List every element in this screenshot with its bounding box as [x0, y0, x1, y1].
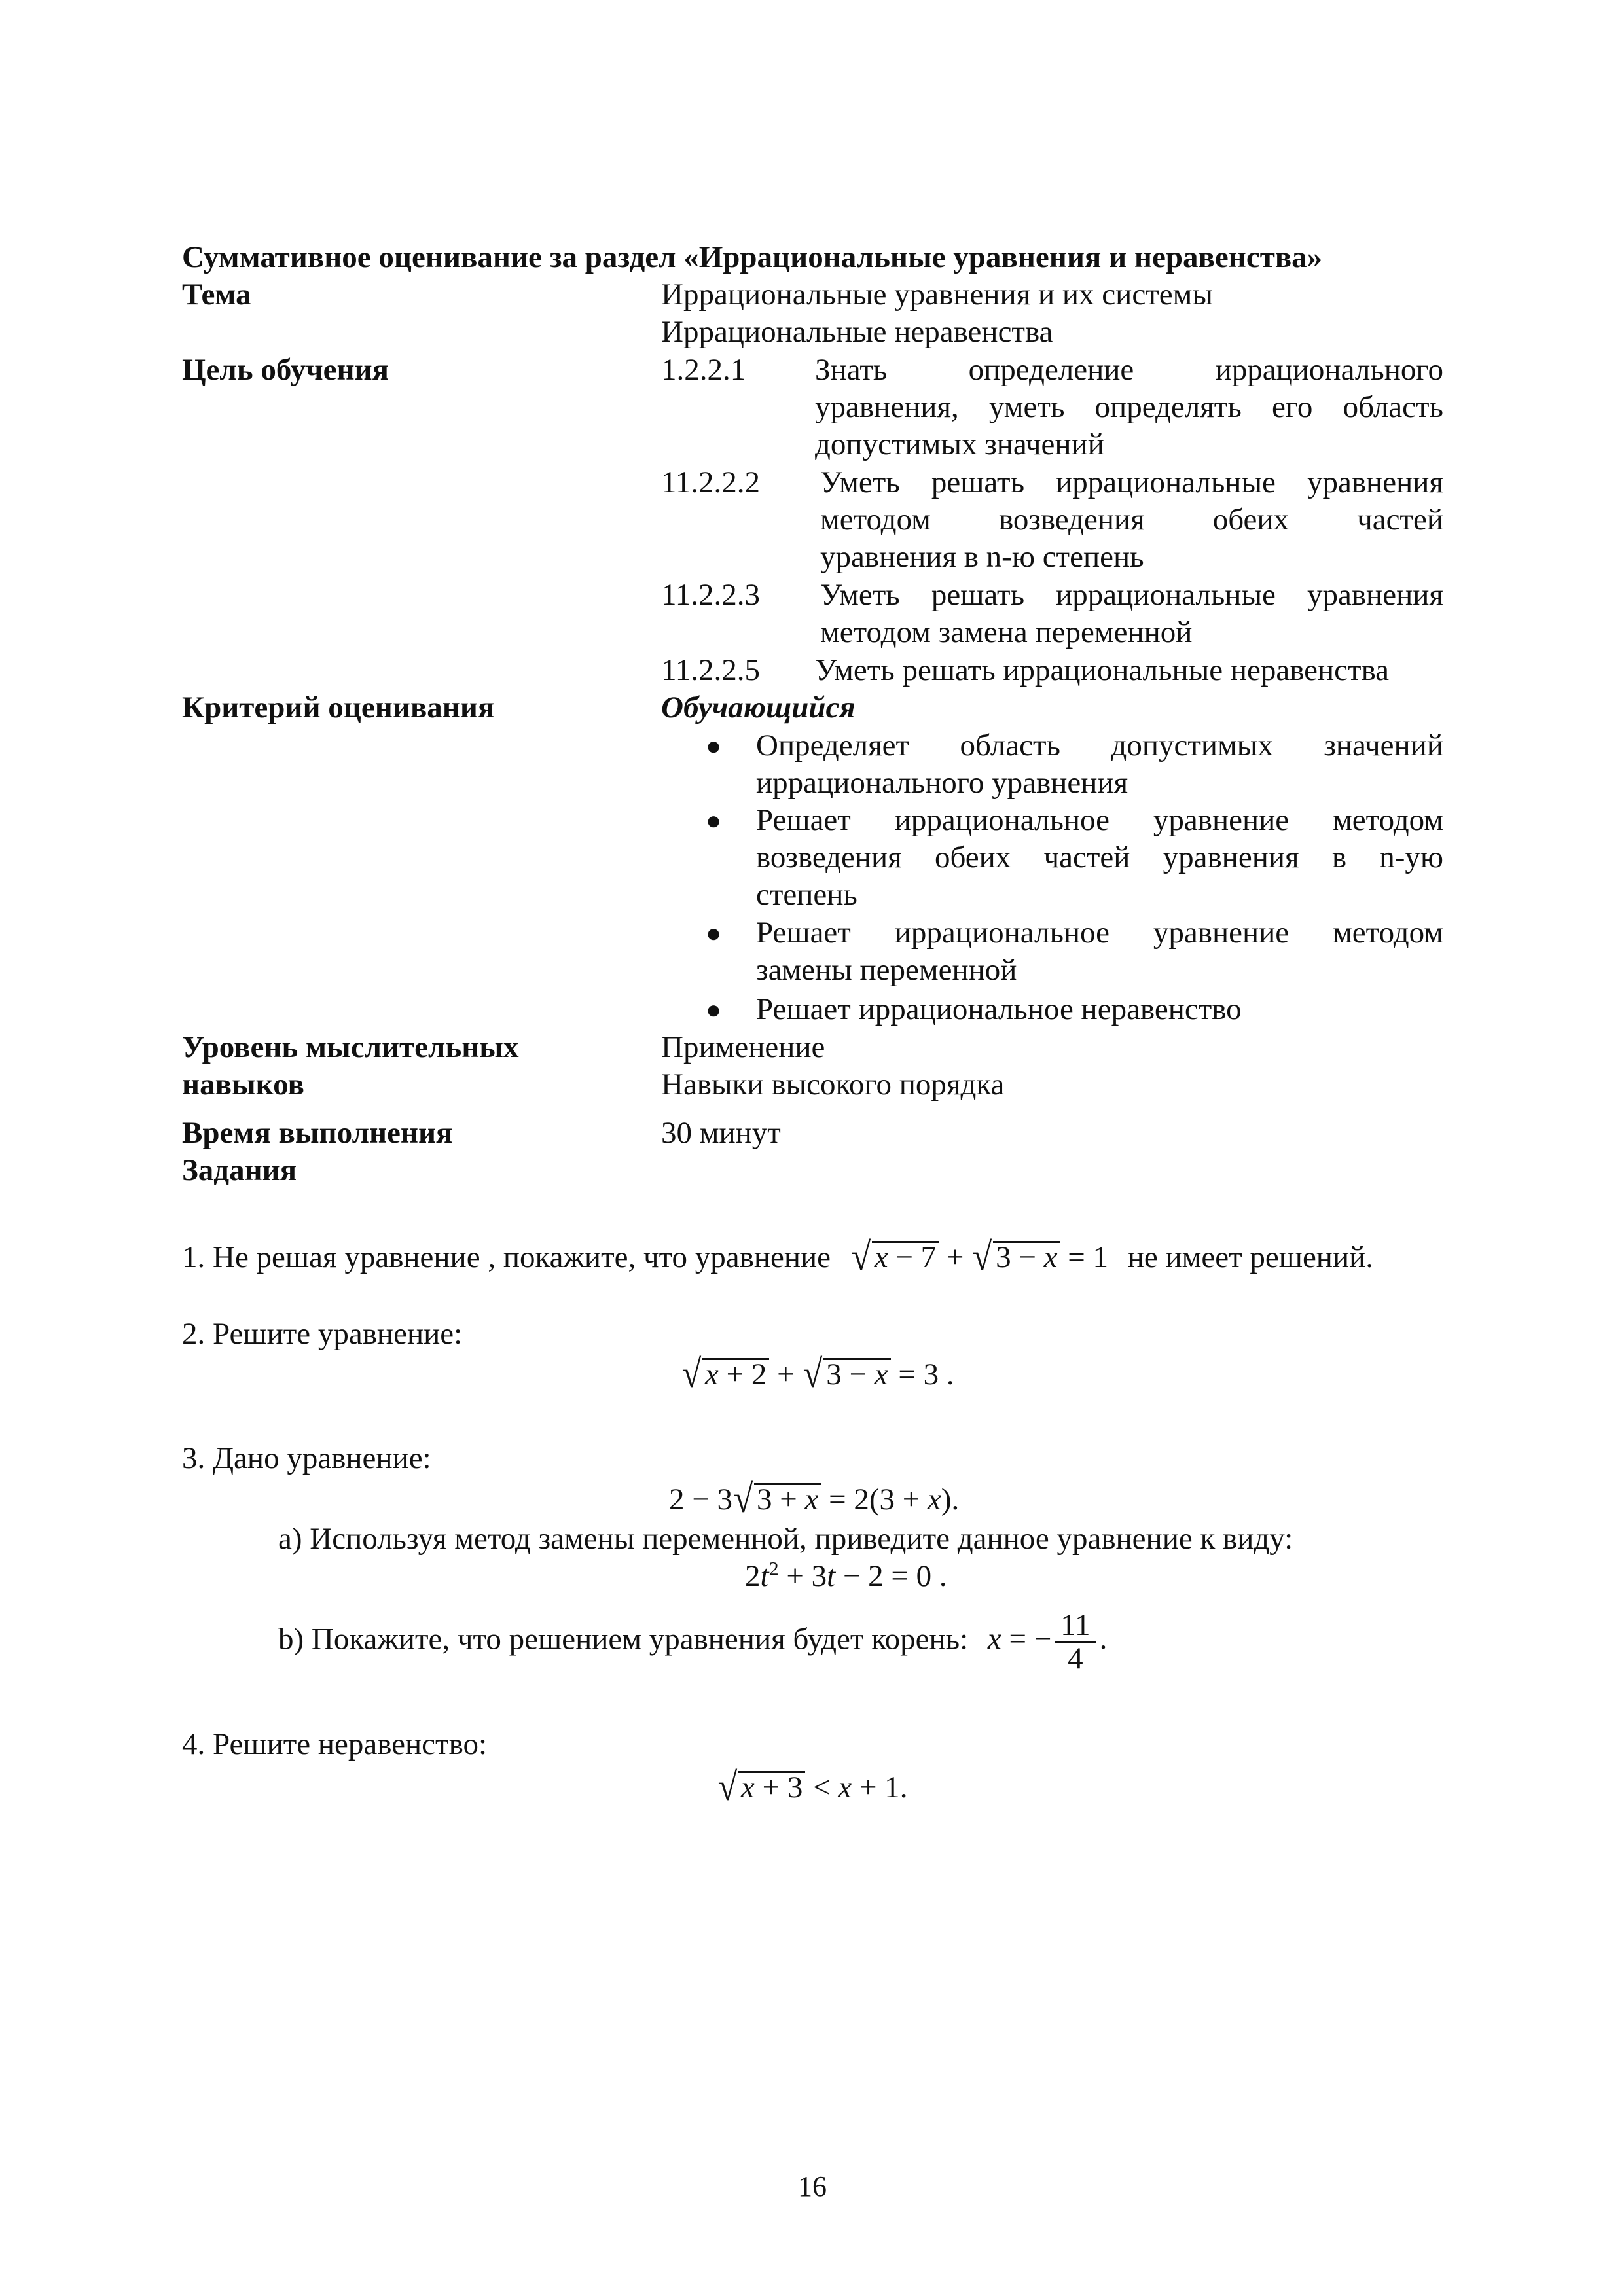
level-value-1: Применение — [661, 1030, 825, 1064]
criteria-label: Критерий оценивания — [182, 691, 495, 725]
sqrt-icon: √ — [681, 1352, 702, 1395]
criteria-intro: Обучающийся — [661, 691, 856, 725]
bullet-icon: ● — [706, 995, 722, 1024]
task-3-equation: 2 − 3√ 3 + x = 2(3 + x). — [669, 1477, 960, 1520]
criteria-1-1: Определяет область допустимых значений — [756, 728, 1443, 762]
time-value: 30 минут — [661, 1116, 781, 1150]
task-3b-answer: x = − $\frac{11}{4}$ . — [987, 1608, 1108, 1676]
criteria-3-2: замены переменной — [756, 953, 1017, 987]
page-number: 16 — [798, 2170, 827, 2202]
time-label-1: Время выполнения — [182, 1116, 453, 1150]
time-label-2: Задания — [182, 1153, 297, 1187]
goal-text-3-2: методом замена переменной — [820, 615, 1193, 649]
fraction-numerator: 11 — [1055, 1609, 1095, 1643]
task-3-text: 3. Дано уравнение: — [182, 1441, 431, 1475]
task-3a-equation: $2t^2 + 3t - 2 = 0$ . — [745, 1558, 947, 1593]
goal-text-1-2: уравнения, уметь определять его область — [815, 390, 1443, 424]
bullet-icon: ● — [706, 918, 722, 948]
goal-text-4-1: Уметь решать иррациональные неравенства — [815, 653, 1390, 687]
goal-code-1: 1.2.2.1 — [661, 353, 746, 387]
sqrt-icon: √ — [803, 1352, 823, 1395]
sqrt-icon: √ — [733, 1477, 753, 1520]
task-4-inequality: √ x + 3 < x + 1. — [717, 1765, 908, 1808]
criteria-2-2: возведения обеих частей уравнения в n-ую — [756, 840, 1443, 874]
task-2-text: 2. Решите уравнение: — [182, 1317, 463, 1351]
goal-text-1-3: допустимых значений — [815, 427, 1104, 461]
task-2-equation: √ x + 2 + √ 3 − x = 3 . — [681, 1352, 954, 1395]
level-value-2: Навыки высокого порядка — [661, 1067, 1005, 1102]
goal-text-2-3: уравнения в n-ю степень — [820, 540, 1144, 574]
sqrt-icon: √ — [717, 1765, 738, 1808]
goal-code-2: 11.2.2.2 — [661, 465, 761, 499]
task-3b — [278, 1609, 1107, 1674]
criteria-1-2: иррационального уравнения — [756, 766, 1128, 800]
topic-line-1: Иррациональные уравнения и их системы — [661, 278, 1213, 312]
page-title: Суммативное оценивание за раздел «Иррациональные уравнения и неравенства» — [182, 240, 1323, 274]
bullet-icon: ● — [706, 806, 722, 835]
level-label-1: Уровень мыслительных — [182, 1030, 519, 1064]
criteria-2-1: Решает иррациональное уравнение методом — [756, 803, 1443, 837]
goal-code-3: 11.2.2.3 — [661, 578, 761, 612]
goal-label: Цель обучения — [182, 353, 389, 387]
goal-text-3-1: Уметь решать иррациональные уравнения — [820, 578, 1443, 612]
task-1 — [182, 1235, 1374, 1278]
sqrt-icon: √ — [972, 1235, 992, 1278]
goal-text-1-1: Знать определение иррационального — [815, 353, 1443, 387]
topic-label: Тема — [182, 278, 251, 312]
task-3b-text: b) Покажите, что решением уравнения будет корень: — [278, 1622, 969, 1657]
goal-code-4: 11.2.2.5 — [661, 653, 761, 687]
level-label-2: навыков — [182, 1067, 304, 1102]
task-1-equation: √ x − 7 + √ 3 − x = 1 — [851, 1235, 1116, 1278]
fraction-denominator: 4 — [1068, 1641, 1083, 1676]
task-1-tail: не имеет решений. — [1127, 1240, 1374, 1274]
criteria-3-1: Решает иррациональное уравнение методом — [756, 916, 1443, 950]
bullet-icon: ● — [706, 731, 722, 761]
sqrt-icon: √ — [851, 1235, 871, 1278]
task-1-text: 1. Не решая уравнение , покажите, что уравнение — [182, 1240, 831, 1274]
criteria-4-1: Решает иррациональное неравенство — [756, 992, 1242, 1026]
goal-text-2-2: методом возведения обеих частей — [820, 503, 1443, 537]
goal-text-2-1: Уметь решать иррациональные уравнения — [820, 465, 1443, 499]
task-3a-text: a) Используя метод замены переменной, приведите данное уравнение к виду: — [278, 1522, 1293, 1556]
criteria-2-3: степень — [756, 878, 857, 912]
task-4-text: 4. Решите неравенство: — [182, 1727, 488, 1761]
topic-line-2: Иррациональные неравенства — [661, 315, 1053, 349]
